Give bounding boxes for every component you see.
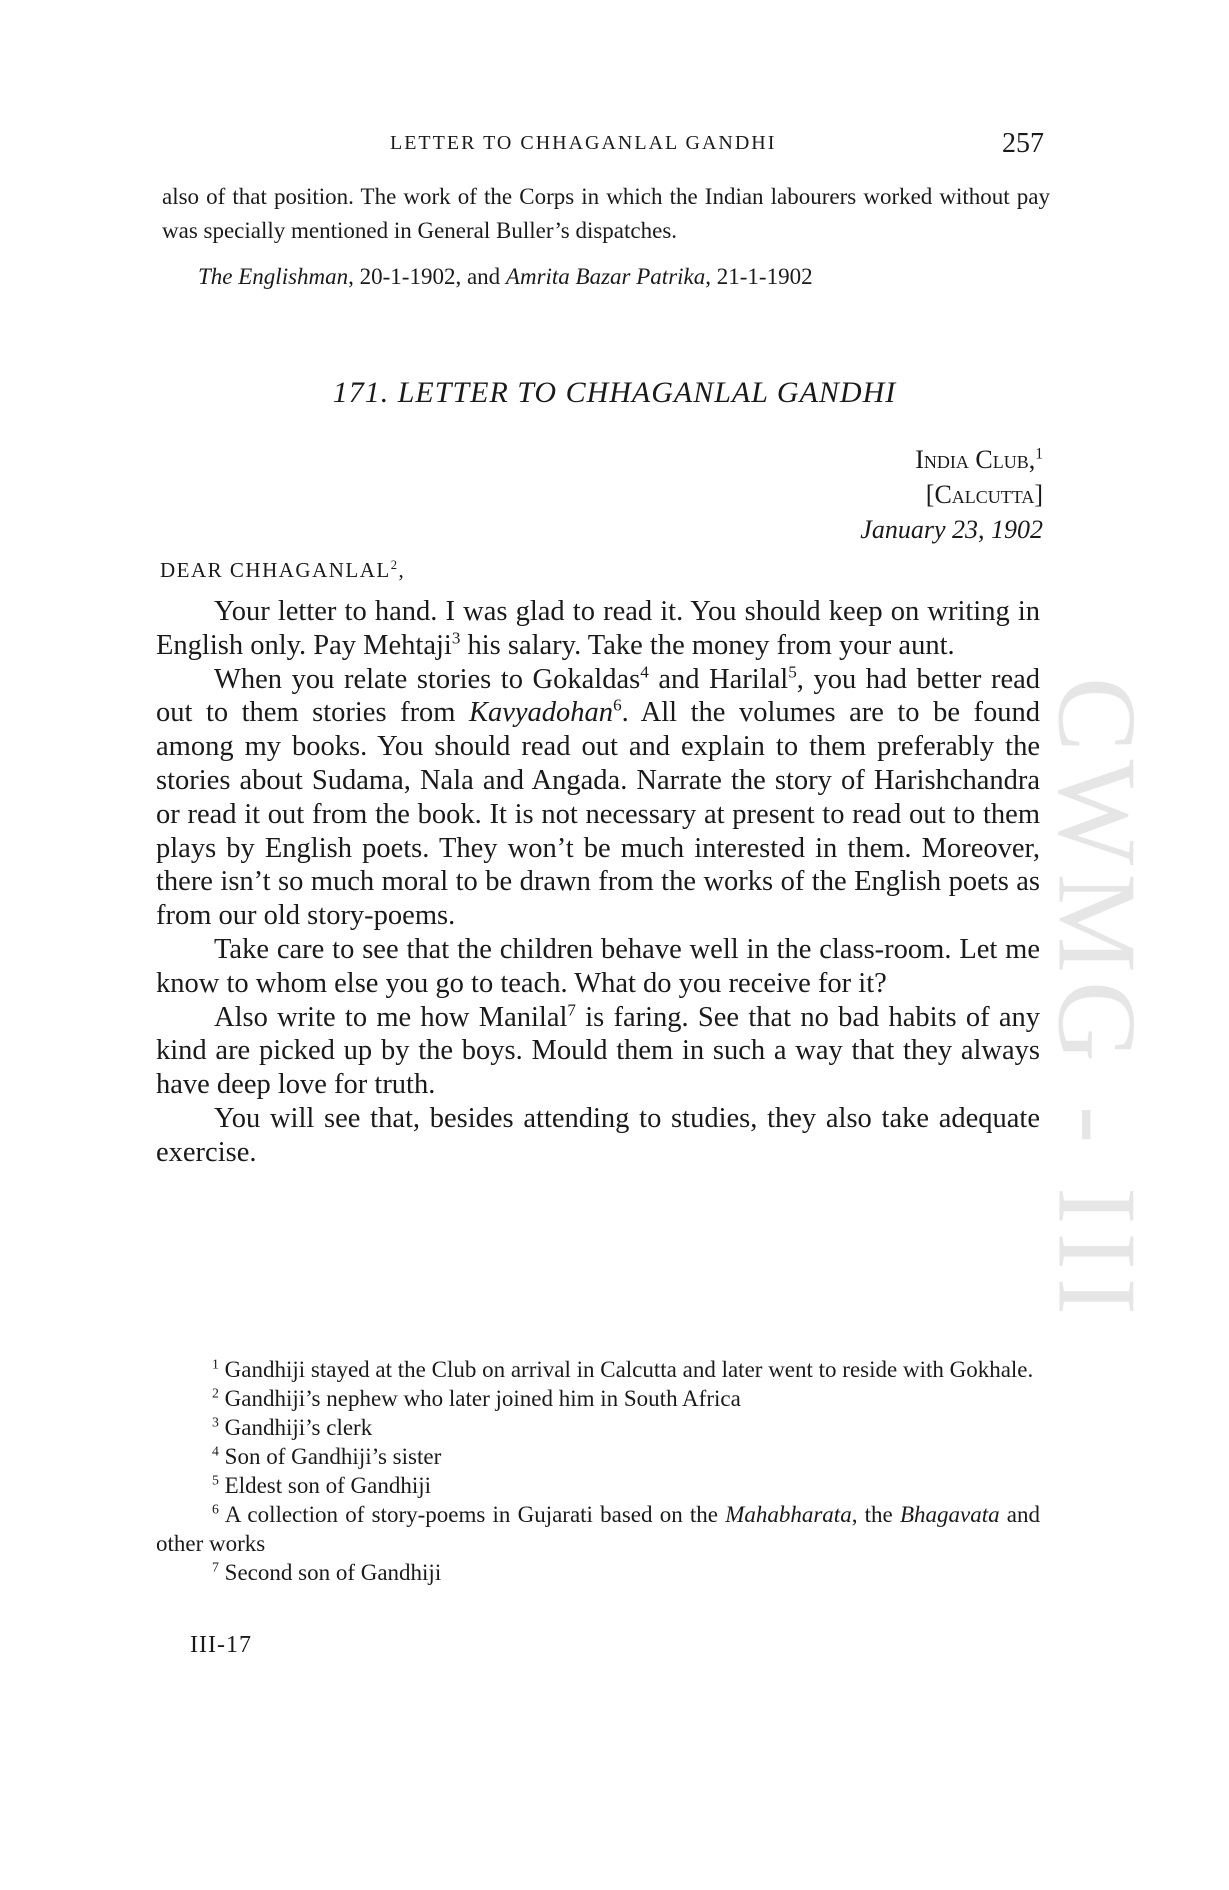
- footnote-ref-1: 1: [1035, 445, 1043, 463]
- address-line-2: [Calcutta]: [925, 480, 1043, 509]
- source-date-1: , 20-1-1902, and: [348, 264, 506, 289]
- source-publication-1: The Englishman: [198, 264, 349, 289]
- footnotes: [156, 1355, 1040, 1587]
- letter-body: [156, 595, 1040, 1170]
- footnote-3: [156, 1413, 1040, 1442]
- source-citation: [198, 264, 813, 290]
- body-paragraph-2: [156, 663, 1040, 933]
- footnote-ref-7: 7: [567, 1000, 576, 1020]
- address-line-1: [860, 442, 1043, 477]
- footnote-5: [156, 1471, 1040, 1500]
- footnote-text-6c: and other works: [156, 1502, 1040, 1556]
- footnote-ref-4: 4: [640, 662, 649, 682]
- footnote-2: [156, 1384, 1040, 1413]
- footnote-ref-5: 5: [788, 662, 797, 682]
- body-paragraph-4: [156, 1001, 1040, 1102]
- footnote-6: [156, 1500, 1040, 1558]
- footnote-number-2: 2: [212, 1385, 219, 1401]
- footnote-text-7: Second son of Gandhiji: [218, 1560, 442, 1585]
- letter-address: [860, 442, 1043, 547]
- footnote-number-7: 7: [212, 1559, 219, 1575]
- footnote-text-6b: , the: [851, 1502, 900, 1527]
- salutation: [160, 558, 405, 583]
- item-title: 171. LETTER TO CHHAGANLAL GANDHI: [332, 376, 897, 409]
- footnote-ref-2: 2: [390, 558, 399, 572]
- page-number: 257: [1002, 128, 1044, 159]
- body-p1-text: Your letter to hand. I was glad to read it. You should keep on writing in English only. Pay Mehtaji: [156, 596, 1040, 661]
- footnote-epic-1: Mahabharata: [725, 1502, 852, 1527]
- footnote-epic-2: Bhagavata: [899, 1502, 1000, 1527]
- continuation-paragraph: also of that position. The work of the Corps in which the Indian labourers worked without pay was specially mentioned in General Buller’s dispatches.: [162, 184, 1050, 243]
- salutation-punct: ,: [398, 558, 406, 582]
- body-paragraph-5: You will see that, besides attending to studies, they also take adequate exercise.: [156, 1102, 1040, 1168]
- footnote-text-1: Gandhiji stayed at the Club on arrival in Calcutta and later went to reside with Gokhale.: [218, 1357, 1034, 1382]
- footnote-ref-3: 3: [451, 628, 461, 648]
- volume-signature: III-17: [190, 1632, 252, 1658]
- book-title: Kavyadohan: [469, 697, 614, 729]
- footnote-7: [156, 1558, 1040, 1587]
- footnote-ref-6: 6: [613, 695, 622, 715]
- footnote-number-1: 1: [212, 1356, 219, 1372]
- footnote-text-4: Son of Gandhiji’s sister: [218, 1444, 442, 1469]
- body-paragraph-1: [156, 595, 1040, 663]
- body-p2-d: . All the volumes are to be found among my books. You should read out and explain to them preferably the stories about Sudama, Nala and Angada. Narrate the story of Harishchandra or read it out from the book. It is not necessary at present to read out to them plays by English poets. They won’t be much interested in them. Moreover, there isn’t so much moral to be drawn from the works of the English poets as from our old story-poems.: [156, 697, 1040, 932]
- footnote-text-6a: A collection of story-poems in Gujarati based on the: [218, 1502, 726, 1527]
- footnote-number-6: 6: [212, 1501, 219, 1517]
- source-publication-2: Amrita Bazar Patrika: [505, 264, 706, 289]
- footnote-1: [156, 1355, 1040, 1384]
- footnote-number-5: 5: [212, 1472, 219, 1488]
- source-date-2: , 21-1-1902: [705, 264, 813, 289]
- watermark-text: CWMG - III: [1034, 676, 1159, 1324]
- footnote-number-4: 4: [212, 1443, 219, 1459]
- letter-date: January 23, 1902: [860, 515, 1043, 544]
- body-p1-end: his salary. Take the money from your aunt.: [460, 629, 955, 661]
- body-p4-b: is faring. See that no bad habits of any kind are picked up by the boys. Mould them in such a way that they always have deep love for truth.: [156, 1001, 1040, 1101]
- salutation-text: DEAR CHHAGANLAL: [160, 558, 391, 582]
- footnote-number-3: 3: [212, 1414, 219, 1430]
- footnote-text-3: Gandhiji’s clerk: [218, 1415, 373, 1440]
- running-head: LETTER TO CHHAGANLAL GANDHI: [390, 132, 777, 154]
- address-place: India Club,: [915, 445, 1036, 474]
- footnote-text-2: Gandhiji’s nephew who later joined him in South Africa: [218, 1386, 741, 1411]
- body-p2-c: , you had better read out to them stories from: [156, 663, 1040, 729]
- body-p2-a: When you relate stories to Gokaldas: [214, 663, 641, 695]
- body-p4-a: Also write to me how Manilal: [214, 1001, 568, 1033]
- body-paragraph-3: Take care to see that the children behave well in the class-room. Let me know to whom else you go to teach. What do you receive for it?: [156, 933, 1040, 999]
- footnote-text-5: Eldest son of Gandhiji: [218, 1473, 431, 1498]
- watermark: [1034, 676, 1159, 1324]
- body-p2-b: and Harilal: [648, 663, 789, 695]
- footnote-4: [156, 1442, 1040, 1471]
